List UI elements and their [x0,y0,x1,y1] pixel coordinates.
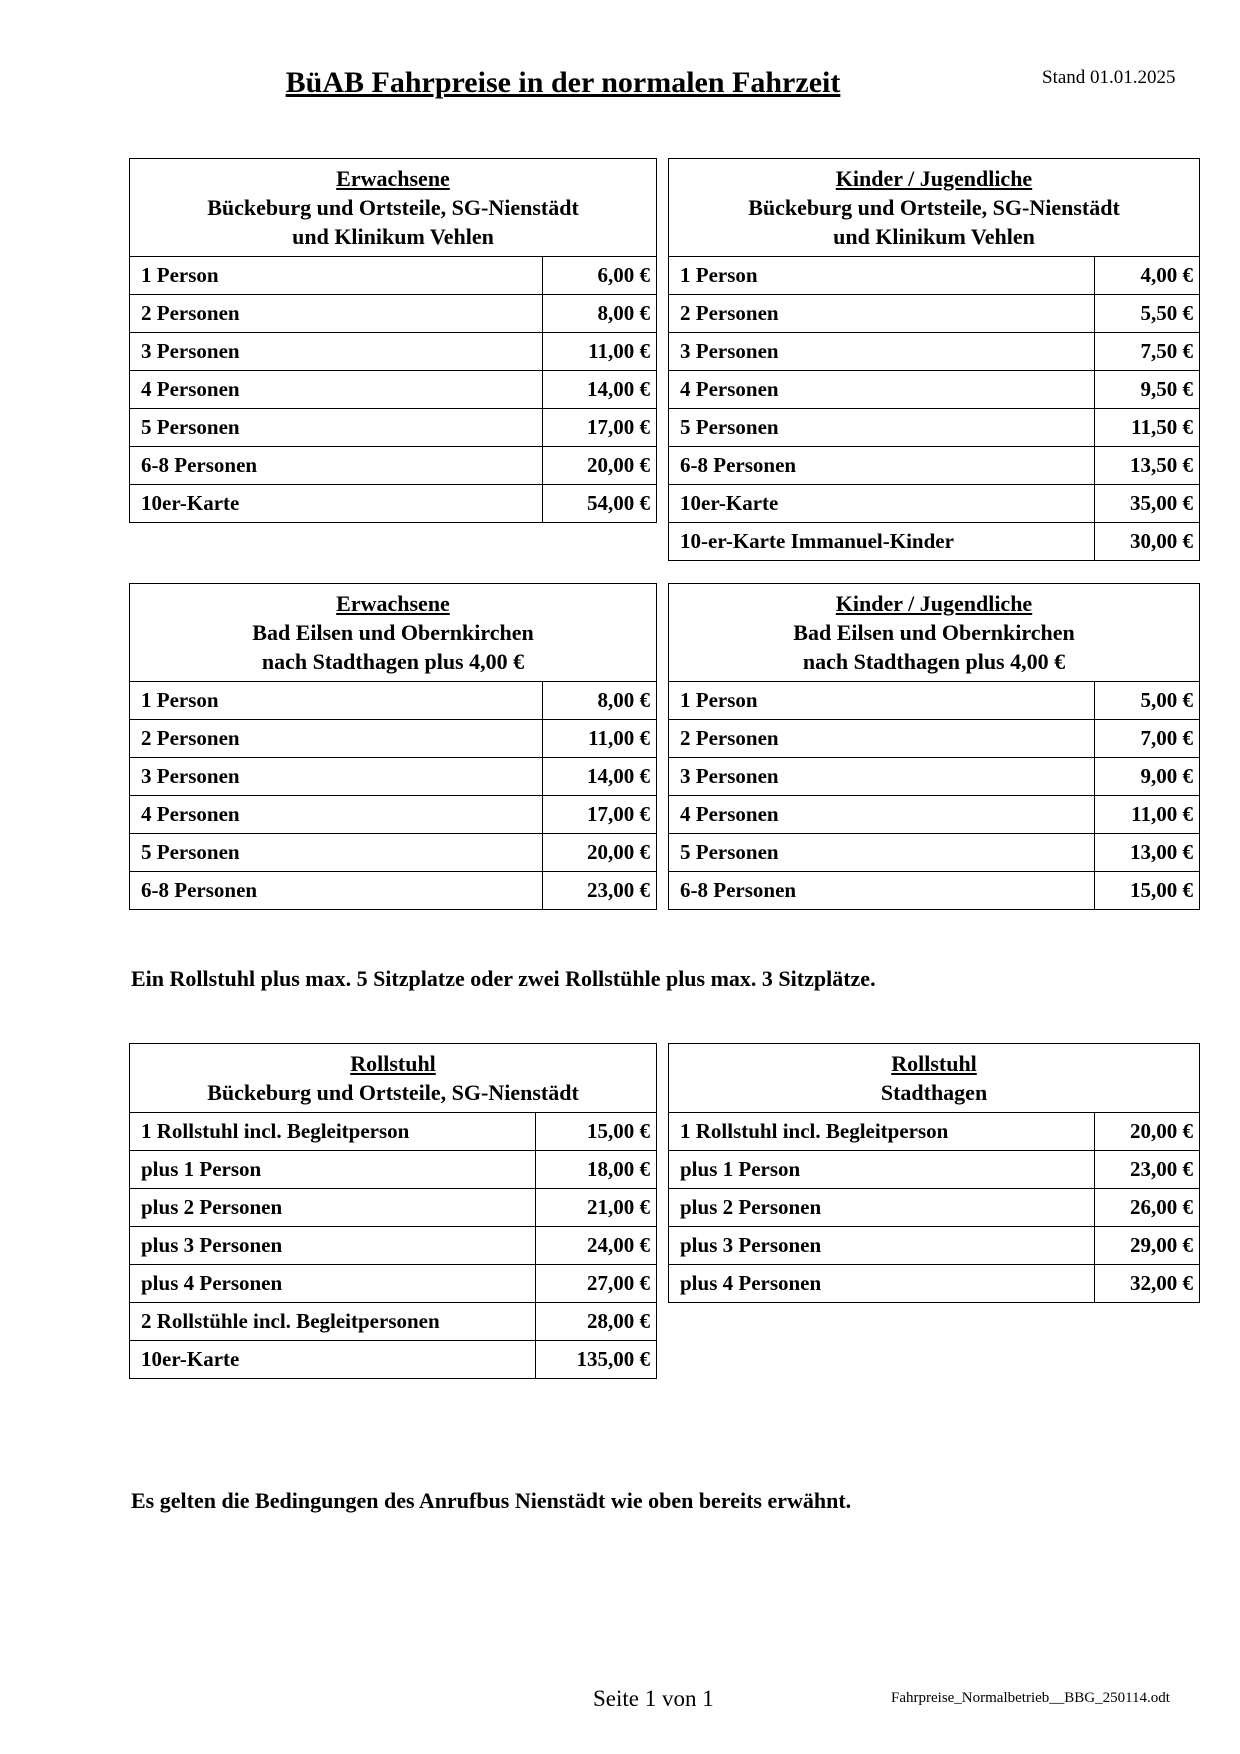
fare-price: 5,50 € [1095,295,1200,333]
fare-price: 26,00 € [1095,1189,1200,1227]
fare-label: plus 1 Person [669,1151,1095,1189]
footer-filename: Fahrpreise_Normalbetrieb__BBG_250114.odt [891,1690,1170,1706]
fare-row [669,1189,1200,1227]
fare-row [669,1113,1200,1151]
fare-price: 7,50 € [1095,333,1200,371]
fare-label: 1 Person [130,257,543,295]
table-subtitle: Bückeburg und Ortsteile, SG-Nienstädt [748,195,1120,220]
fare-price: 17,00 € [543,409,657,447]
fare-label: plus 4 Personen [130,1265,536,1303]
fare-row [130,371,657,409]
wheelchair-capacity-note: Ein Rollstuhl plus max. 5 Sitzplatze oder zwei Rollstühle plus max. 3 Sitzplätze. [131,966,876,991]
fare-price: 29,00 € [1095,1227,1200,1265]
fare-price: 15,00 € [536,1113,657,1151]
fare-row [130,834,657,872]
fare-row [669,796,1200,834]
fare-price: 8,00 € [543,682,657,720]
fare-price: 27,00 € [536,1265,657,1303]
table-header [669,584,1200,682]
fare-price: 11,00 € [543,333,657,371]
fare-price: 21,00 € [536,1189,657,1227]
table-category: Kinder / Jugendliche [835,591,1033,616]
fare-row [669,834,1200,872]
table-category: Rollstuhl [350,1051,436,1076]
fare-label: 1 Rollstuhl incl. Begleitperson [669,1113,1095,1151]
fare-label: 6-8 Personen [130,447,543,485]
fare-label: 2 Personen [669,295,1095,333]
document-title: BüAB Fahrpreise in der normalen Fahrzeit [285,66,841,99]
fare-row [130,796,657,834]
table-subtitle: Bückeburg und Ortsteile, SG-Nienstädt [207,1080,579,1105]
stand-date: Stand 01.01.2025 [1042,67,1176,88]
table-category: Erwachsene [336,591,450,616]
fare-label: 2 Personen [130,295,543,333]
fare-row [130,1303,657,1341]
fare-row [669,295,1200,333]
table-category: Kinder / Jugendliche [835,166,1033,191]
fare-row [130,1341,657,1379]
fare-label: 1 Rollstuhl incl. Begleitperson [130,1113,536,1151]
fare-label: plus 3 Personen [669,1227,1095,1265]
fare-row [669,1227,1200,1265]
fare-row [130,758,657,796]
fare-row [669,682,1200,720]
table-header [669,1044,1200,1113]
fare-label: plus 2 Personen [669,1189,1095,1227]
fare-label: 1 Person [130,682,543,720]
fare-row [669,333,1200,371]
fare-label: 4 Personen [669,371,1095,409]
fare-label: 3 Personen [130,758,543,796]
conditions-note: Es gelten die Bedingungen des Anrufbus Nienstädt wie oben bereits erwähnt. [131,1488,852,1513]
fare-price: 23,00 € [1095,1151,1200,1189]
fare-label: 10-er-Karte Immanuel-Kinder [669,523,1095,561]
fare-row [669,758,1200,796]
fare-price: 20,00 € [543,447,657,485]
fare-price: 4,00 € [1095,257,1200,295]
fare-table-adults-bad-eilsen [129,583,657,910]
fare-price: 11,00 € [1095,796,1200,834]
fare-price: 30,00 € [1095,523,1200,561]
fare-row [669,447,1200,485]
fare-price: 23,00 € [543,872,657,910]
table-subtitle: und Klinikum Vehlen [292,224,494,249]
table-header [130,1044,657,1113]
fare-label: 5 Personen [130,409,543,447]
fare-price: 20,00 € [543,834,657,872]
fare-row [130,720,657,758]
fare-label: 4 Personen [130,371,543,409]
fare-price: 20,00 € [1095,1113,1200,1151]
fare-row [130,447,657,485]
fare-price: 5,00 € [1095,682,1200,720]
table-subtitle: und Klinikum Vehlen [833,224,1035,249]
fare-label: 3 Personen [130,333,543,371]
fare-row [130,333,657,371]
fare-label: 1 Person [669,682,1095,720]
table-subtitle: Stadthagen [880,1080,988,1105]
fare-label: 4 Personen [130,796,543,834]
fare-row [669,371,1200,409]
fare-label: 3 Personen [669,758,1095,796]
fare-row [130,1227,657,1265]
fare-price: 11,50 € [1095,409,1200,447]
fare-table-wheelchair-stadthagen [668,1043,1200,1303]
fare-label: 10er-Karte [130,1341,536,1379]
table-subtitle: Bad Eilsen und Obernkirchen [793,620,1075,645]
fare-row [130,295,657,333]
fare-label: 6-8 Personen [669,872,1095,910]
fare-price: 14,00 € [543,758,657,796]
fare-label: 2 Personen [130,720,543,758]
fare-price: 13,50 € [1095,447,1200,485]
fare-price: 7,00 € [1095,720,1200,758]
fare-row [130,1189,657,1227]
fare-row [669,872,1200,910]
table-subtitle: Bad Eilsen und Obernkirchen [252,620,534,645]
table-subtitle: nach Stadthagen plus 4,00 € [802,649,1066,674]
fare-table-children-bueckeburg [668,158,1200,561]
fare-table-wheelchair-bueckeburg [129,1043,657,1379]
table-header [130,584,657,682]
fare-label: 5 Personen [669,834,1095,872]
fare-label: plus 1 Person [130,1151,536,1189]
fare-label: plus 4 Personen [669,1265,1095,1303]
table-subtitle: Bückeburg und Ortsteile, SG-Nienstädt [207,195,579,220]
fare-price: 35,00 € [1095,485,1200,523]
table-category: Rollstuhl [891,1051,977,1076]
fare-price: 32,00 € [1095,1265,1200,1303]
table-header [669,159,1200,257]
fare-label: 4 Personen [669,796,1095,834]
fare-label: 10er-Karte [130,485,543,523]
fare-row [669,1265,1200,1303]
table-category: Erwachsene [336,166,450,191]
fare-table-children-bad-eilsen [668,583,1200,910]
fare-price: 11,00 € [543,720,657,758]
fare-label: 2 Personen [669,720,1095,758]
fare-row [669,523,1200,561]
fare-price: 13,00 € [1095,834,1200,872]
fare-price: 9,50 € [1095,371,1200,409]
fare-label: 2 Rollstühle incl. Begleitpersonen [130,1303,536,1341]
fare-price: 28,00 € [536,1303,657,1341]
fare-price: 135,00 € [536,1341,657,1379]
fare-price: 18,00 € [536,1151,657,1189]
fare-row [669,257,1200,295]
fare-label: 6-8 Personen [669,447,1095,485]
fare-row [130,1113,657,1151]
fare-price: 6,00 € [543,257,657,295]
fare-price: 9,00 € [1095,758,1200,796]
fare-price: 14,00 € [543,371,657,409]
fare-row [669,485,1200,523]
fare-row [130,409,657,447]
fare-row [130,872,657,910]
fare-table-adults-bueckeburg [129,158,657,523]
fare-price: 54,00 € [543,485,657,523]
page-number: Seite 1 von 1 [593,1686,714,1711]
table-header [130,159,657,257]
fare-price: 8,00 € [543,295,657,333]
fare-label: 6-8 Personen [130,872,543,910]
fare-label: 3 Personen [669,333,1095,371]
fare-price: 15,00 € [1095,872,1200,910]
fare-row [130,257,657,295]
fare-label: 5 Personen [130,834,543,872]
fare-label: 1 Person [669,257,1095,295]
fare-row [669,1151,1200,1189]
fare-row [130,682,657,720]
fare-row [130,1265,657,1303]
fare-price: 24,00 € [536,1227,657,1265]
fare-row [130,485,657,523]
fare-label: plus 2 Personen [130,1189,536,1227]
fare-label: 10er-Karte [669,485,1095,523]
fare-label: 5 Personen [669,409,1095,447]
fare-label: plus 3 Personen [130,1227,536,1265]
table-subtitle: nach Stadthagen plus 4,00 € [261,649,525,674]
fare-row [669,720,1200,758]
fare-row [669,409,1200,447]
fare-price: 17,00 € [543,796,657,834]
fare-row [130,1151,657,1189]
